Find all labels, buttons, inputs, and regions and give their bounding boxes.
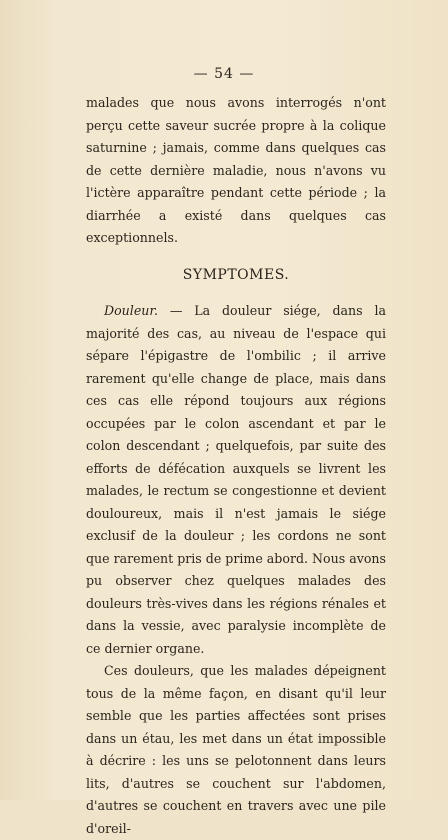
opening-paragraph: malades que nous avons interrogés n'ont perçu cette saveur sucrée propre à la colique saturnine ; jamais, comme dans quelques cas de cette dernière maladie, nous n'avons vu l'ictère apparaître pendant cette période ; la diarrhée a existé dans quelques cas exceptionnels.	[86, 95, 386, 245]
douleur-paragraph	[86, 300, 386, 660]
douleur-lead-in: Douleur.	[104, 303, 159, 318]
douleur-text: — La douleur siége, dans la majorité des cas, au niveau de l'espace qui sépare l'épigastre de l'ombilic ; il arrive rarement qu'elle change de place, mais dans ces cas elle répond toujours aux régions occupées par le colon ascendant et par le colon descendant ; quelquefois, par suite des efforts de défécation auxquels se livrent les malades, le rectum se congestionne et devient douloureux, mais il n'est jamais le siége exclusif de la douleur ; les cordons ne sont que rarement pris de prime abord. Nous avons pu observer chez quelques malades des douleurs très-vives dans les régions rénales et dans la vessie, avec paralysie incomplète de ce dernier organe.	[86, 303, 386, 656]
page-number: — 54 —	[193, 66, 255, 82]
closing-paragraph: Ces douleurs, que les malades dépeignent tous de la même façon, en disant qu'il leur semble que les parties affectées sont prises dans un étau, les met dans un état impossible à décrire : les uns se pelotonnent dans leurs lits, d'autres se couchent sur l'abdomen, d'autres se couchent en travers avec une pile d'oreil-	[86, 663, 386, 836]
section-heading: SYMPTOMES.	[182, 266, 290, 283]
page-body	[86, 92, 386, 840]
